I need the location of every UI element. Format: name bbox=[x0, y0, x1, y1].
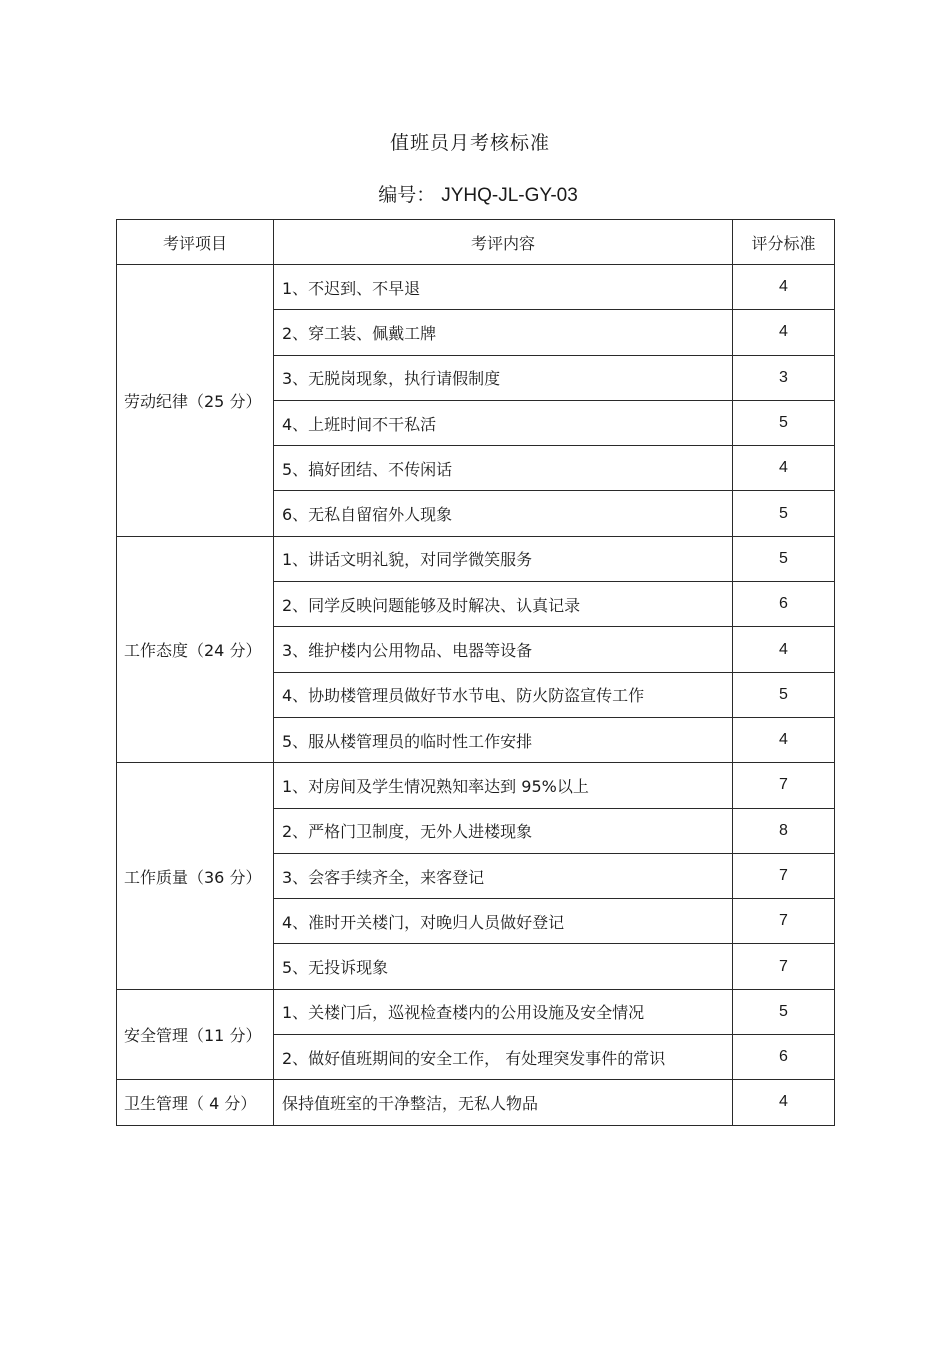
content-cell: 1、讲话文明礼貌，对同学微笑服务 bbox=[274, 536, 733, 581]
header-content: 考评内容 bbox=[274, 220, 733, 265]
score-cell: 7 bbox=[733, 853, 835, 898]
score-cell: 7 bbox=[733, 763, 835, 808]
table-row bbox=[117, 1080, 835, 1125]
category-cell: 劳动纪律（25 分） bbox=[117, 265, 274, 537]
score-cell: 7 bbox=[733, 944, 835, 989]
score-cell: 4 bbox=[733, 1080, 835, 1125]
score-cell: 6 bbox=[733, 582, 835, 627]
content-cell: 6、无私自留宿外人现象 bbox=[274, 491, 733, 536]
content-cell: 2、同学反映问题能够及时解决、认真记录 bbox=[274, 582, 733, 627]
table-row bbox=[117, 265, 835, 310]
content-cell: 1、不迟到、不早退 bbox=[274, 265, 733, 310]
score-cell: 8 bbox=[733, 808, 835, 853]
score-cell: 4 bbox=[733, 446, 835, 491]
table-row bbox=[117, 763, 835, 808]
category-cell: 卫生管理（ 4 分） bbox=[117, 1080, 274, 1125]
content-cell: 5、无投诉现象 bbox=[274, 944, 733, 989]
content-cell: 5、服从楼管理员的临时性工作安排 bbox=[274, 717, 733, 762]
content-cell: 1、对房间及学生情况熟知率达到 95%以上 bbox=[274, 763, 733, 808]
score-cell: 7 bbox=[733, 899, 835, 944]
document-code bbox=[0, 180, 950, 207]
category-cell: 工作质量（36 分） bbox=[117, 763, 274, 989]
content-cell: 保持值班室的干净整洁，无私人物品 bbox=[274, 1080, 733, 1125]
table-row bbox=[117, 536, 835, 581]
code-label: 编号： bbox=[378, 184, 436, 206]
score-cell: 4 bbox=[733, 717, 835, 762]
score-cell: 5 bbox=[733, 400, 835, 445]
assessment-table bbox=[116, 219, 835, 1126]
content-cell: 4、协助楼管理员做好节水节电、防火防盗宣传工作 bbox=[274, 672, 733, 717]
content-cell: 4、准时开关楼门，对晚归人员做好登记 bbox=[274, 899, 733, 944]
content-cell: 2、做好值班期间的安全工作， 有处理突发事件的常识 bbox=[274, 1035, 733, 1080]
header-row bbox=[117, 220, 835, 265]
category-cell: 工作态度（24 分） bbox=[117, 536, 274, 762]
score-cell: 5 bbox=[733, 491, 835, 536]
code-value: JYHQ-JL-GY-03 bbox=[441, 185, 578, 206]
header-score: 评分标准 bbox=[733, 220, 835, 265]
document-title: 值班员月考核标准 bbox=[389, 132, 550, 154]
score-cell: 4 bbox=[733, 627, 835, 672]
score-cell: 3 bbox=[733, 355, 835, 400]
content-cell: 2、穿工装、佩戴工牌 bbox=[274, 310, 733, 355]
content-cell: 1、关楼门后，巡视检查楼内的公用设施及安全情况 bbox=[274, 989, 733, 1034]
content-cell: 4、上班时间不干私活 bbox=[274, 400, 733, 445]
score-cell: 4 bbox=[733, 265, 835, 310]
content-cell: 3、维护楼内公用物品、电器等设备 bbox=[274, 627, 733, 672]
score-cell: 5 bbox=[733, 989, 835, 1034]
header-category: 考评项目 bbox=[117, 220, 274, 265]
content-cell: 2、严格门卫制度，无外人进楼现象 bbox=[274, 808, 733, 853]
table-row bbox=[117, 989, 835, 1034]
content-cell: 3、会客手续齐全，来客登记 bbox=[274, 853, 733, 898]
content-cell: 3、无脱岗现象，执行请假制度 bbox=[274, 355, 733, 400]
score-cell: 5 bbox=[733, 536, 835, 581]
score-cell: 5 bbox=[733, 672, 835, 717]
score-cell: 4 bbox=[733, 310, 835, 355]
category-cell: 安全管理（11 分） bbox=[117, 989, 274, 1080]
content-cell: 5、搞好团结、不传闲话 bbox=[274, 446, 733, 491]
score-cell: 6 bbox=[733, 1035, 835, 1080]
